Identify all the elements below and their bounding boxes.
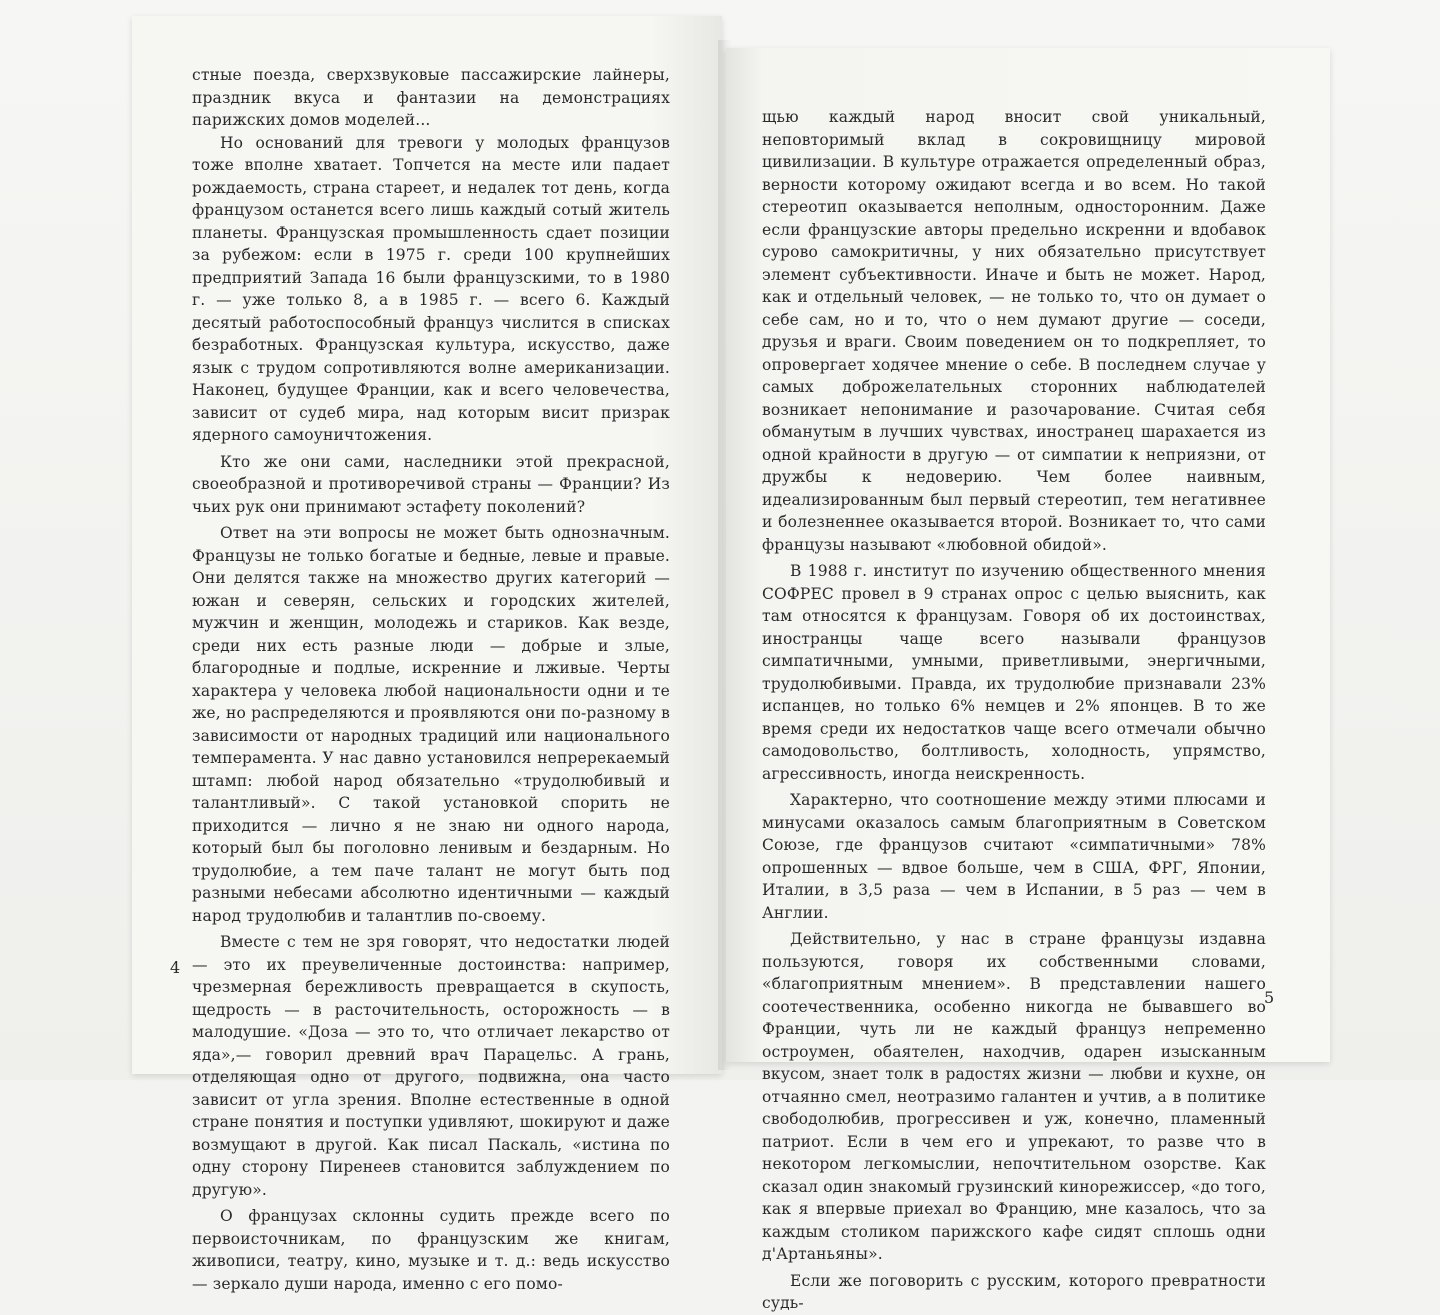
left-paragraph-3: Кто же они сами, наследники этой прекрасной, своеобразной и противоречивой страны — Франции? Из чьих рук они принимают эстафету поколений? [192, 452, 670, 516]
right-paragraph-2: В 1988 г. институт по изучению общественного мнения СОФРЕС провел в 9 странах опрос с целью выяснить, как там относятся к французам. Говоря об их достоинствах, иностранцы чаще всего называли французов симпатичными, умными, приветливыми, энергичными, трудолюбивыми. Правда, их трудолюбие признавали 23% испанцев, но только 6% немцев и 2% японцев. В то же время среди их недостатков чаще всего отмечали обычно самодовольство, болтливость, холодность, упрямство, агрессивность, иногда неискренность. [762, 562, 1266, 783]
right-page-number: 5 [1264, 988, 1275, 1007]
right-page [726, 48, 1330, 1312]
left-paragraph-1: стные поезда, сверхзвуковые пассажирские лайнеры, праздник вкуса и фантазии на демонстрациях парижских домов моделей... [192, 66, 670, 129]
left-page-number: 4 [170, 958, 181, 977]
left-page-text [192, 64, 670, 1295]
left-page [132, 16, 722, 1293]
right-paragraph-5: Если же поговорить с русским, которого превратности судь- [762, 1271, 1266, 1312]
right-paragraph-4: Действительно, у нас в стране французы издавна пользуются, говоря их собственными словами, «благоприятным мнением». В представлении нашего соотечественника, особенно никогда не бывавшего во Франции, чуть ли не каждый француз непременно остроумен, обаятелен, находчив, одарен изысканным вкусом, знает толк в радостях жизни — любви и кухне, он отчаянно смел, неотразимо галантен и учтив, а в политике свободолюбив, прогрессивен и уж, конечно, пламенный патриот. Если в чем его и упрекают, то разве что в некотором легкомыслии, непочтительном озорстве. Как сказал один знакомый грузинский кинорежиссер, «до того, как я впервые приехал во Францию, мне казалось, что за каждым столиком парижского кафе сидят сплошь одни д'Артаньяны». [762, 930, 1266, 1263]
right-paragraph-1: щью каждый народ вносит свой уникальный, неповторимый вклад в сокровищницу мировой цивилизации. В культуре отражается определенный образ, верности которому ожидают всегда и во всем. Но такой стереотип оказывается неполным, одностoронним. Даже если французские авторы предельно искренни и вдобавок сурово самокритичны, у них обязательно присутствует элемент субъективности. Иначе и быть не может. Народ, как и отдельный человек, — не только то, что он думает о себе сам, но и то, что о нем думают другие — соседи, друзья и враги. Своим поведением он то подкрепляет, то опровергает ходячее мнение о себе. В последнем случае у самых доброжелательных сторонних наблюдателей возникает непонимание и разочарование. Считая себя обманутым в лучших чувствах, иностранец шарахается из одной крайности в другую — от симпатии к неприязни, от дружбы к недоверию. Чем более наивным, идеализированным был первый стереотип, тем негативнее и болезненнее оказывается второй. Возникает то, что сами французы называют «любовной обидой». [762, 108, 1266, 554]
left-paragraph-2: Но оснований для тревоги у молодых французов тоже вполне хватает. Топчется на месте или падает рождаемость, страна стареет, и недалек тот день, когда французом останется всего лишь каждый сотый житель планеты. Французская промышленность сдает позиции за рубежом: если в 1975 г. среди 100 крупнейших предприятий Запада 16 были французскими, то в 1980 г. — уже только 8, а в 1985 г. — всего 6. Каждый десятый работоспособный француз числится в списках безработных. Французская культура, искусство, даже язык с трудом сопротивляются волне американизации. Наконец, будущее Франции, как и всего человечества, зависит от судеб мира, над которым висит призрак ядерного самоуничтожения. [192, 133, 670, 444]
left-paragraph-4: Ответ на эти вопросы не может быть однозначным. Французы не только богатые и бедные, левые и правые. Они делятся также на множество других категорий — южан и северян, сельских и городских жителей, мужчин и женщин, молодежь и стариков. Как везде, среди них есть разные люди — добрые и злые, благородные и подлые, искренние и лживые. Черты характера у человека любой национальности одни и те же, но распределяются и проявляются они по-разному в зависимости от народных традиций или национального темперамента. У нас давно установился непререкаемый штамп: любой народ обязательно «трудолюбивый и талантливый». С такой установкой спорить не приходится — лично я не знаю ни одного народа, который был бы поголовно ленивым и бездарным. Но трудолюбие, а тем паче талант не могут быть под разными небесами абсолютно идентичными — каждый народ трудолюбив и талантлив по-своему. [192, 524, 670, 925]
left-paragraph-6: О французах склонны судить прежде всего по первоисточникам, по французским же книгам, живописи, театру, кино, музыке и т. д.: ведь искусство — зеркало души народа, именно с его помо- [192, 1207, 670, 1293]
left-paragraph-5: Вместе с тем не зря говорят, что недостатки людей — это их преувеличенные достоинства: например, чрезмерная бережливость превращается в скупость, щедрость — в расточительность, осторожность — в малодушие. «Доза — это то, что отличает лекарство от яда»,— говорил древний врач Парацельс. А грань, отделяющая одно от другого, подвижна, она часто зависит от угла зрения. Вполне естественные в одной стране понятия и поступки удивляют, шокируют и даже возмущают в другой. Как писал Паскаль, «истина по одну сторону Пиренеев становится заблуждением по другую». [192, 933, 670, 1199]
right-paragraph-3: Характерно, что соотношение между этими плюсами и минусами оказалось самым благоприятным в Советском Союзе, где французов считают «симпатичными» 78% опрошенных — вдвое больше, чем в США, ФРГ, Японии, Италии, в 3,5 раза — чем в Испании, в 5 раз — чем в Англии. [762, 791, 1266, 922]
right-page-text [762, 106, 1266, 1315]
